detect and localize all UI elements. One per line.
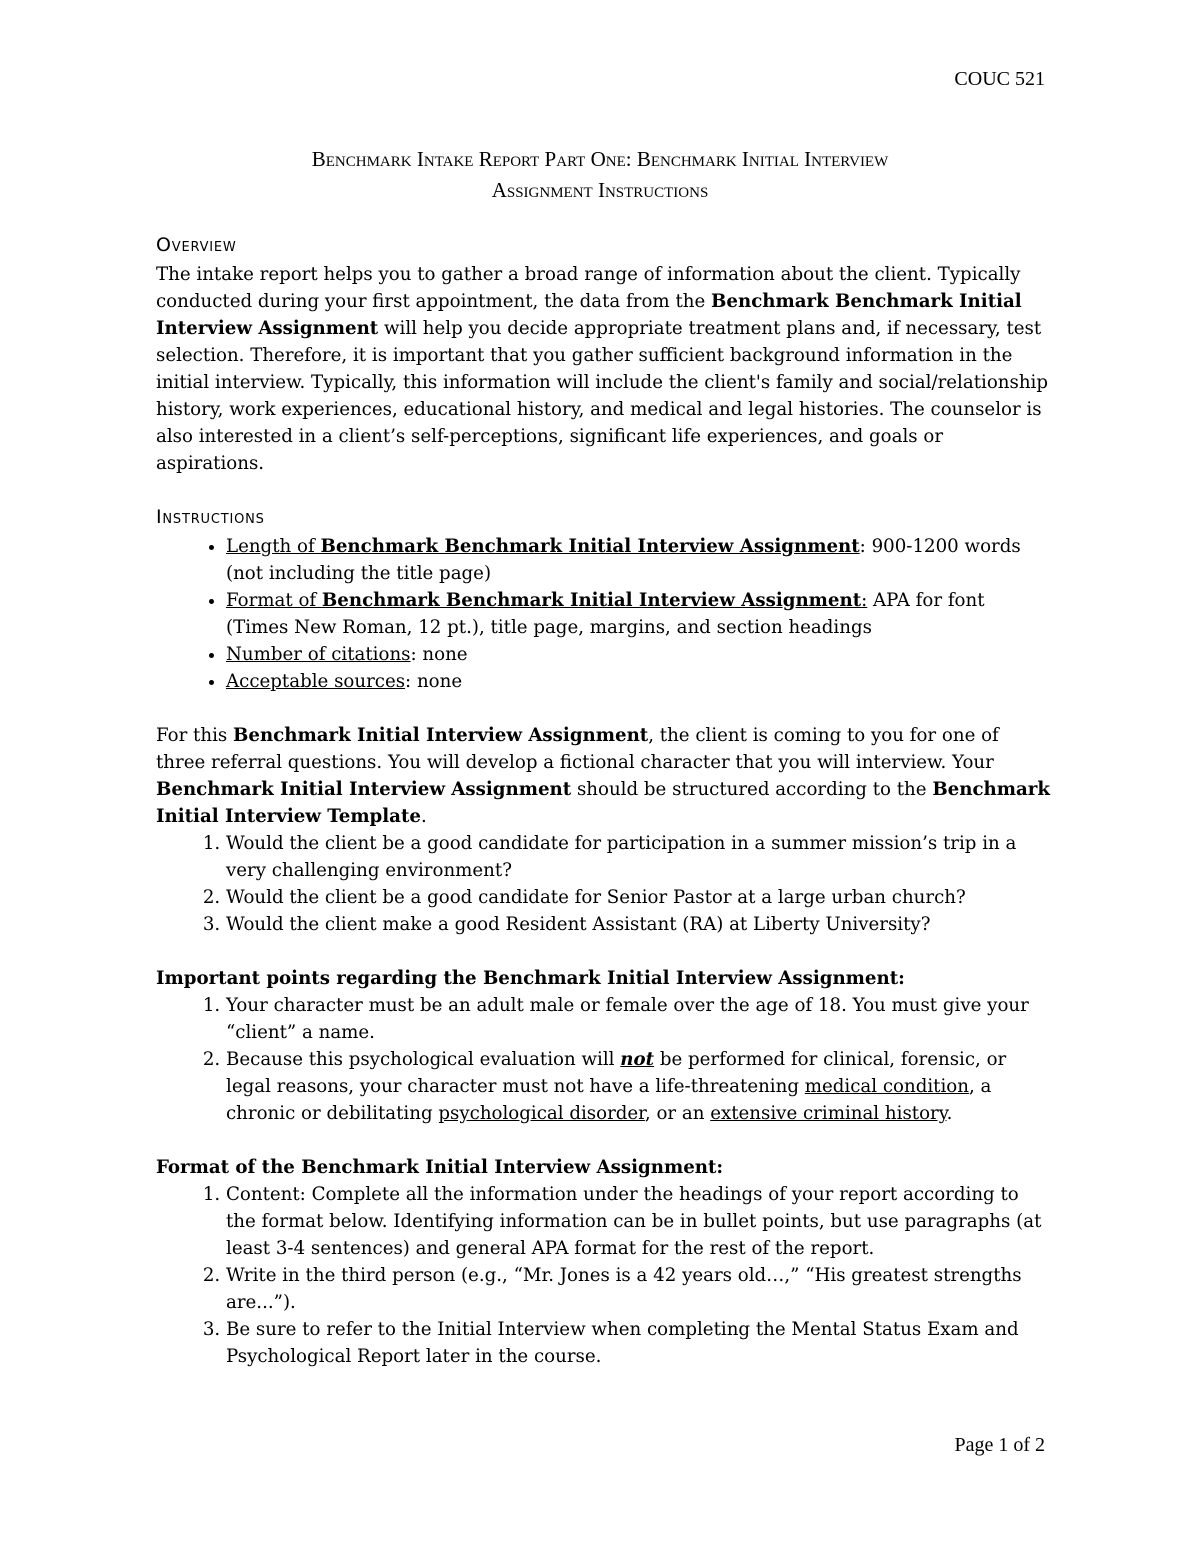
- list-item: • Number of citations: none: [226, 641, 1051, 668]
- important-points-list: [156, 992, 1051, 1127]
- list-item: • Format of Benchmark Benchmark Initial Interview Assignment: APA for font (Times New Roman, 12 pt.), title page, margins, and section headings: [226, 587, 1051, 641]
- list-item: 1. Would the client be a good candidate for participation in a summer mission’s trip in a very challenging environment?: [226, 830, 1051, 884]
- title-line-1: Benchmark Intake Report Part One: Benchmark Initial Interview: [311, 147, 889, 171]
- overview-paragraph: [156, 261, 1051, 477]
- list-item: • Length of Benchmark Benchmark Initial Interview Assignment: 900-1200 words (not including the title page): [226, 533, 1051, 587]
- page-header-course-code: COUC 521: [954, 68, 1045, 90]
- list-item: 2. Would the client be a good candidate for Senior Pastor at a large urban church?: [226, 884, 1051, 911]
- instructions-bullet-list: [156, 533, 1051, 695]
- list-item: 2. Write in the third person (e.g., “Mr. Jones is a 42 years old…,” “His greatest strengths are...”).: [226, 1262, 1051, 1316]
- list-item: 3. Would the client make a good Resident Assistant (RA) at Liberty University?: [226, 911, 1051, 938]
- overview-heading: Overview: [156, 234, 237, 256]
- list-item: 3. Be sure to refer to the Initial Interview when completing the Mental Status Exam and Psychological Report later in the course.: [226, 1316, 1051, 1370]
- overview-text-2: will help you decide appropriate treatment plans and, if necessary, test selection. Therefore, it is important that you gather sufficient background information in the initial interview. Typically, this information will include the client's family and social/relationship history, work experiences, educational history, and medical and legal histories. The counselor is also interested in a client’s self-perceptions, significant life experiences, and goals or aspirations.: [156, 318, 1049, 474]
- format-heading: Format of the Benchmark Initial Interview Assignment:: [156, 1157, 724, 1178]
- list-item: 2. Because this psychological evaluation will not be performed for clinical, forensic, or legal reasons, your character must not have a life-threatening medical condition, a chronic or debilitating psychological disorder, or an extensive criminal history.: [226, 1046, 1051, 1127]
- referral-questions-list: [156, 830, 1051, 938]
- important-points-heading: Important points regarding the Benchmark Initial Interview Assignment:: [156, 968, 905, 989]
- document-title: [150, 144, 1050, 206]
- instructions-heading: Instructions: [156, 506, 265, 528]
- referral-paragraph: For this Benchmark Initial Interview Assignment, the client is coming to you for one of three referral questions. You will develop a fictional character that you will interview. Your Benchmark Initial Interview Assignment should be structured according to the Benchmark Initial Interview Template.: [156, 725, 1050, 827]
- overview-text-1: The intake report helps you to gather a broad range of information about the client. Typically conducted during your first appointment, the data from the: [156, 264, 1021, 312]
- list-item: 1. Content: Complete all the information under the headings of your report according to the format below. Identifying information can be in bullet points, but use paragraphs (at least 3-4 sentences) and general APA format for the rest of the report.: [226, 1181, 1051, 1262]
- overview-bold-assignment: Benchmark Benchmark Initial Interview Assignment: [156, 291, 1022, 339]
- document-body: [156, 232, 1051, 1370]
- list-item: • Acceptable sources: none: [226, 668, 1051, 695]
- title-line-2: Assignment Instructions: [491, 178, 709, 202]
- format-list: [156, 1181, 1051, 1370]
- page-number: Page 1 of 2: [954, 1434, 1045, 1456]
- list-item: 1. Your character must be an adult male or female over the age of 18. You must give your “client” a name.: [226, 992, 1051, 1046]
